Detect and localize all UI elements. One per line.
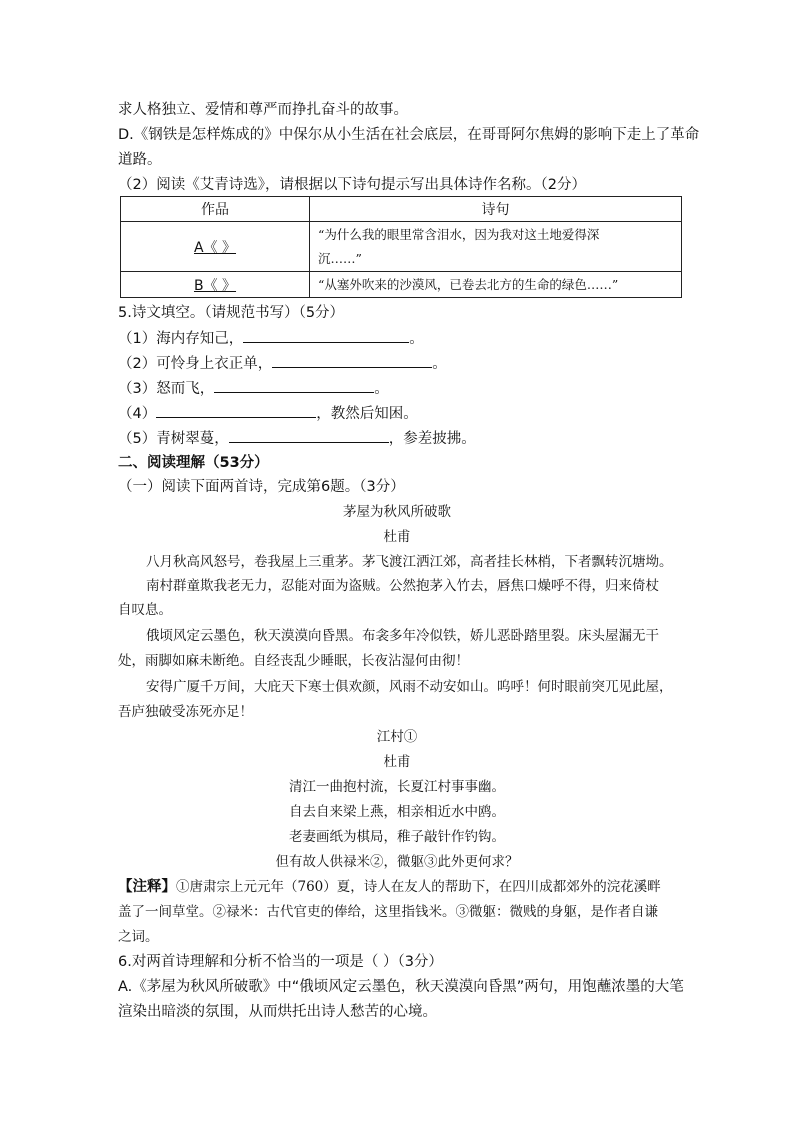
poem-author: 杜甫: [383, 529, 411, 545]
fill-prompt: （1）海内存知己，: [118, 331, 244, 347]
poem-line: 八月秋高风怒号，卷我屋上三重茅。茅飞渡江洒江郊，高者挂长林梢，下者飘转沉塘坳。: [146, 554, 673, 570]
poem-line: 自叹息。: [118, 602, 172, 618]
note-text: ①唐肃宗上元元年（760）夏，诗人在友人的帮助下，在四川成都郊外的浣花溪畔: [176, 879, 661, 895]
fill-suffix: ，教然后知困。: [316, 406, 418, 422]
work-answer-a: [121, 222, 310, 272]
poem-line: 俄顷风定云墨色，秋天漠漠向昏黑。布衾多年冷似铁，娇儿恶卧踏里裂。床头屋漏无干: [146, 628, 659, 644]
poem-line: 老妻画纸为棋局，稚子敲针作钓钩。: [289, 829, 505, 845]
question-6-title: 6.对两首诗理解和分析不恰当的一项是（ ）（3分）: [118, 954, 443, 970]
poem-line: 处，雨脚如麻未断绝。自经丧乱少睡眠，长夜沾湿何由彻！: [118, 653, 469, 669]
fill-item: [118, 428, 476, 449]
note-label: 【注释】: [118, 879, 176, 895]
section-title: 二、阅读理解（53分）: [118, 455, 269, 471]
poem-line: 自去自来梁上燕，相亲相近水中鸥。: [289, 804, 505, 820]
header-verse: 诗句: [310, 197, 682, 222]
text-line: 求人格独立、爱情和尊严而挣扎奋斗的故事。: [118, 102, 408, 118]
poem-line: 南村群童欺我老无力，忍能对面为盗贼。公然抱茅入竹去，唇焦口燥呼不得，归来倚杖: [146, 578, 659, 594]
answer-blank-a[interactable]: A《 》: [193, 239, 237, 256]
verse-cell: [310, 222, 682, 272]
poem-title: 江村①: [376, 729, 418, 745]
fill-blank[interactable]: [243, 328, 409, 343]
fill-suffix: 。: [432, 356, 447, 372]
text-line: 道路。: [118, 152, 162, 168]
fill-item: [118, 403, 418, 424]
verse-cell: [310, 272, 682, 298]
fill-prompt: （2）可怜身上衣正单，: [118, 356, 273, 372]
fill-item: [118, 353, 447, 374]
poem-title: 茅屋为秋风所破歌: [343, 504, 451, 520]
verse-text: “从塞外吹来的沙漠风，已卷去北方的生命的绿色……”: [318, 276, 619, 292]
verse-text: “为什么我的眼里常含泪水，因为我对这土地爱得深: [318, 226, 600, 242]
answer-blank-b[interactable]: B《 》: [193, 277, 237, 294]
fill-suffix: 。: [409, 331, 424, 347]
table-header-row: [121, 197, 682, 222]
option-a-line: A.《茅屋为秋风所破歌》中“俄顷风定云墨色，秋天漠漠向昏黑”两句，用饱蘸浓墨的大笔: [118, 979, 684, 995]
fill-suffix: 。: [374, 381, 389, 397]
poem-line: 清江一曲抱村流，长夏江村事事幽。: [289, 779, 505, 795]
option-d-line: D.《钢铁是怎样炼成的》中保尔从小生活在社会底层，在哥哥阿尔焦姆的影响下走上了革命: [118, 127, 700, 143]
fill-item: [118, 378, 389, 399]
header-work: 作品: [121, 197, 310, 222]
poem-author: 杜甫: [383, 754, 411, 770]
option-a-line: 渲染出暗淡的氛围，从而烘托出诗人愁苦的心境。: [118, 1004, 437, 1020]
fill-prompt: （4）: [118, 406, 157, 422]
poem-line: 但有故人供禄米②，微躯③此外更何求？: [275, 854, 519, 870]
table-row: [121, 222, 682, 272]
fill-prompt: （5）青树翠蔓，: [118, 431, 229, 447]
poem-identification-table: [120, 196, 682, 298]
fill-suffix: ，参差披拂。: [388, 431, 476, 447]
note-line: 盖了一间草堂。②禄米：古代官吏的俸给，这里指钱米。③微躯：微贱的身躯，是作者自谦: [118, 904, 658, 920]
note-line: [118, 877, 661, 897]
fill-blank[interactable]: [156, 403, 316, 418]
question-2: （2）阅读《艾青诗选》，请根据以下诗句提示写出具体诗作名称。（2分）: [118, 177, 586, 193]
work-answer-b: [121, 272, 310, 298]
fill-prompt: （3）怒而飞，: [118, 381, 215, 397]
fill-item: [118, 328, 424, 349]
question-5-title: 5.诗文填空。（请规范书写）（5分）: [118, 305, 345, 321]
poem-line: 安得广厦千万间，大庇天下寒士俱欢颜，风雨不动安如山。呜呼！何时眼前突兀见此屋，: [146, 679, 673, 695]
poem-line: 吾庐独破受冻死亦足！: [118, 704, 253, 720]
note-line: 之词。: [118, 929, 159, 945]
table-row: [121, 272, 682, 298]
subsection-title: （一）阅读下面两首诗，完成第6题。（3分）: [118, 479, 405, 495]
fill-blank[interactable]: [229, 428, 389, 443]
fill-blank[interactable]: [272, 353, 432, 368]
verse-text: 沉……”: [318, 250, 362, 266]
fill-blank[interactable]: [214, 378, 374, 393]
